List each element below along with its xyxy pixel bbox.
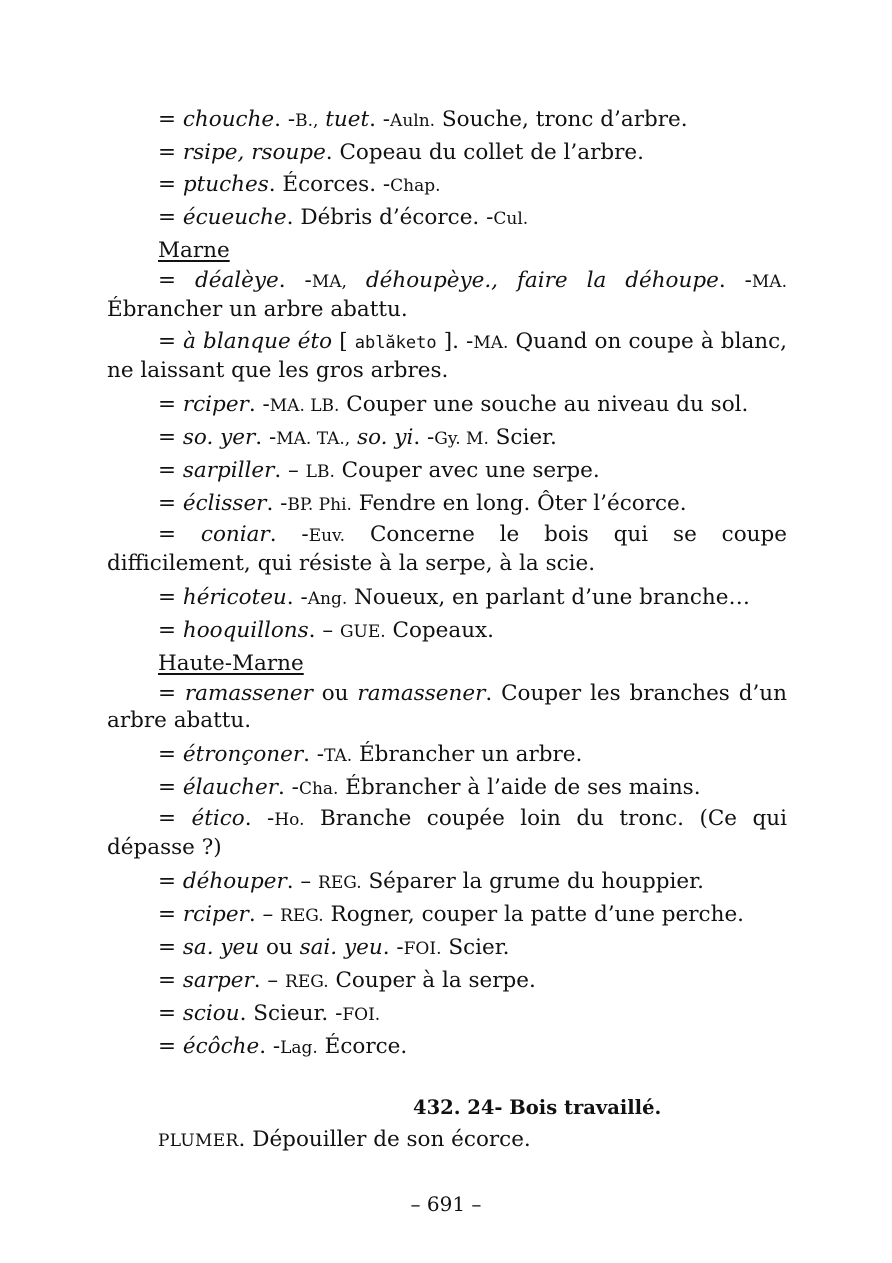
entry-source: REG. <box>285 972 329 992</box>
entry-definition: . Copeau du collet de l’arbre. <box>325 140 644 165</box>
entry-definition: Branche coupée loin du tronc. (Ce qui dépasse ?) <box>107 806 787 860</box>
entry-term: ético <box>191 806 245 831</box>
entry-punct: . - <box>269 522 309 547</box>
entry-prefix: = <box>158 806 192 831</box>
entry-definition: Fendre en long. Ôter l’écorce. <box>351 491 687 516</box>
entry-prefix: = <box>158 1001 183 1026</box>
entry-elaucher <box>107 772 787 805</box>
entry-ecueuche <box>107 202 787 235</box>
entry-etronconer <box>107 739 787 772</box>
entry-term: ptuches <box>182 172 269 197</box>
entry-conjunction: ou <box>259 935 300 960</box>
entry-source: MA. <box>473 333 509 353</box>
entry-sarper <box>107 965 787 998</box>
entry-source: LB. <box>305 462 335 482</box>
entry-prefix: = <box>158 742 183 767</box>
entry-source: MA. TA., <box>276 429 351 449</box>
entry-term: so. yi <box>357 425 414 450</box>
entry-definition: . Débris d’écorce. - <box>286 205 494 230</box>
entry-sciou <box>107 998 787 1031</box>
entry-term: déhouper <box>182 869 287 894</box>
entry-dealeye <box>107 267 787 323</box>
entry-punct: . - <box>274 107 296 132</box>
entry-punct: . - <box>369 107 391 132</box>
entry-punct: [ <box>332 329 355 354</box>
entry-term: élaucher <box>182 775 279 800</box>
section-title: 432. 24- Bois travaillé. <box>413 1096 662 1119</box>
entry-prefix: = <box>158 681 185 706</box>
entry-punct: . - <box>278 775 299 800</box>
entry-hericoteu <box>107 582 787 615</box>
entry-punct: . - <box>286 585 308 610</box>
entry-source: MA. <box>751 272 787 292</box>
entry-prefix: = <box>158 107 183 132</box>
region-heading-marne <box>107 235 787 267</box>
entry-term: sai. yeu <box>299 935 383 960</box>
document-body <box>107 104 787 1157</box>
region-heading-label: Haute-Marne <box>158 651 304 676</box>
entry-prefix: = <box>158 869 183 894</box>
entry-plumer <box>107 1124 787 1157</box>
entry-definition: Couper à la serpe. <box>328 968 536 993</box>
entry-term: so. yer <box>182 425 256 450</box>
entry-term: rsipe, rsoupe <box>182 140 326 165</box>
entry-prefix: = <box>158 458 183 483</box>
entry-hooquillons <box>107 615 787 648</box>
entry-source: BP. Phi. <box>287 495 352 515</box>
entry-definition: Couper une souche au niveau du sol. <box>339 392 749 417</box>
entry-source: B., <box>295 111 319 131</box>
entry-source: MA, <box>311 272 347 292</box>
entry-term: rciper <box>182 902 249 927</box>
entry-space <box>347 268 366 293</box>
entry-punct: . – <box>253 968 286 993</box>
entry-sarpiller <box>107 455 787 488</box>
entry-rciper-reg <box>107 899 787 932</box>
entry-term: ramassener <box>184 681 313 706</box>
entry-source: Lag. <box>280 1038 318 1058</box>
entry-conjunction: ou <box>312 681 358 706</box>
entry-source: FOI. <box>342 1005 381 1025</box>
entry-definition: . Dépouiller de son écorce. <box>238 1127 531 1152</box>
entry-definition: Quand on coupe à blanc, ne laissant que les gros arbres. <box>107 329 787 383</box>
entry-phonetic: ablăketo <box>354 333 437 353</box>
entry-prefix: = <box>158 491 183 516</box>
entry-eclisser <box>107 488 787 521</box>
entry-prefix: = <box>158 268 195 293</box>
region-heading-haute-marne <box>107 648 787 680</box>
entry-prefix: = <box>158 935 183 960</box>
entry-prefix: = <box>158 968 183 993</box>
entry-punct: . - <box>255 425 277 450</box>
entry-term: ramassener <box>357 681 486 706</box>
entry-prefix: = <box>158 522 201 547</box>
entry-source: Auln. <box>390 111 436 131</box>
entry-prefix: = <box>158 329 184 354</box>
entry-term: hooquillons <box>182 618 309 643</box>
entry-definition: Séparer la grume du houppier. <box>361 869 704 894</box>
entry-term: rciper <box>182 392 249 417</box>
page-number: – 691 – <box>410 1192 482 1216</box>
entry-prefix: = <box>158 205 183 230</box>
entry-prefix: = <box>158 392 183 417</box>
entry-prefix: = <box>158 140 183 165</box>
entry-sa-yeu <box>107 932 787 965</box>
entry-prefix: = <box>158 618 183 643</box>
entry-prefix: = <box>158 172 183 197</box>
entry-prefix: = <box>158 425 183 450</box>
entry-source: TA. <box>324 746 353 766</box>
entry-term: chouche <box>182 107 275 132</box>
entry-definition: Scier. <box>488 425 557 450</box>
entry-definition: Ébrancher à l’aide de ses mains. <box>338 775 701 800</box>
entry-punct: . – <box>286 869 319 894</box>
entry-source: Ang. <box>307 589 348 609</box>
entry-a-blanque-eto <box>107 328 787 384</box>
entry-ecoche <box>107 1031 787 1064</box>
entry-term: déhoupèye., faire la déhoupe <box>365 268 719 293</box>
entry-term: sarper <box>182 968 254 993</box>
entry-source: REG. <box>318 873 362 893</box>
entry-definition: Concerne le bois qui se coupe difficilement, qui résiste à la serpe, à la scie. <box>107 522 787 576</box>
entry-source: MA. LB. <box>269 396 340 416</box>
entry-prefix: = <box>158 585 183 610</box>
entry-chouche <box>107 104 787 137</box>
entry-punct: . - <box>413 425 435 450</box>
entry-ramassener <box>107 680 787 734</box>
entry-definition: Rogner, couper la patte d’une perche. <box>323 902 745 927</box>
entry-prefix: = <box>158 902 183 927</box>
entry-punct: . - <box>303 742 325 767</box>
entry-source: Chap. <box>390 176 441 196</box>
entry-term: coniar <box>200 522 270 547</box>
entry-term: étronçoner <box>182 742 304 767</box>
entry-definition: Noueux, en parlant d’une branche… <box>347 585 750 610</box>
entry-definition: Souche, tronc d’arbre. <box>435 107 688 132</box>
entry-rsipe <box>107 137 787 169</box>
entry-definition: . Écorces. - <box>268 172 391 197</box>
entry-dehouper <box>107 866 787 899</box>
entry-source: FOI. <box>403 939 442 959</box>
entry-definition: Copeaux. <box>385 618 495 643</box>
entry-term: tuet <box>325 107 370 132</box>
entry-coniar <box>107 521 787 577</box>
entry-prefix: = <box>158 1034 183 1059</box>
entry-so-yer <box>107 422 787 455</box>
entry-etico <box>107 805 787 861</box>
entry-definition: . Scieur. - <box>239 1001 343 1026</box>
entry-term: PLUMER <box>158 1131 239 1151</box>
entry-source: REG. <box>280 906 324 926</box>
entry-definition: Couper avec une serpe. <box>334 458 600 483</box>
entry-punct: . – <box>308 618 340 643</box>
entry-term: héricoteu <box>182 585 287 610</box>
entry-prefix: = <box>158 775 183 800</box>
entry-term: éclisser <box>182 491 267 516</box>
entry-term: sarpiller <box>182 458 275 483</box>
entry-source: Ho. <box>274 810 305 830</box>
entry-source: Euv. <box>308 526 346 546</box>
entry-source: Gy. M. <box>434 429 489 449</box>
entry-term: sa. yeu <box>182 935 260 960</box>
entry-punct: . - <box>718 268 752 293</box>
entry-punct: . - <box>278 268 312 293</box>
entry-definition: Scier. <box>441 935 510 960</box>
entry-term: à blanque éto <box>183 329 333 354</box>
entry-term: sciou <box>182 1001 240 1026</box>
entry-term: déalèye <box>194 268 279 293</box>
entry-source: GUE. <box>339 622 386 642</box>
entry-punct: . – <box>274 458 306 483</box>
entry-punct: . - <box>244 806 275 831</box>
entry-punct: . - <box>382 935 404 960</box>
entry-term: écôche <box>182 1034 260 1059</box>
entry-source: Cul. <box>493 209 529 229</box>
entry-definition: Ébrancher un arbre. <box>352 742 583 767</box>
entry-definition: Écorce. <box>317 1034 408 1059</box>
entry-punct: . – <box>248 902 281 927</box>
entry-definition: . Couper les branches d’un arbre abattu. <box>107 681 788 733</box>
entry-term: écueuche <box>182 205 287 230</box>
entry-punct: . - <box>259 1034 281 1059</box>
entry-punct: . - <box>248 392 270 417</box>
entry-source: Cha. <box>298 779 339 799</box>
entry-definition: Ébrancher un arbre abattu. <box>107 297 408 322</box>
entry-ptuches <box>107 169 787 202</box>
entry-punct: ]. - <box>436 329 474 354</box>
entry-punct: . - <box>266 491 288 516</box>
region-heading-label: Marne <box>158 238 230 263</box>
entry-rciper <box>107 389 787 422</box>
